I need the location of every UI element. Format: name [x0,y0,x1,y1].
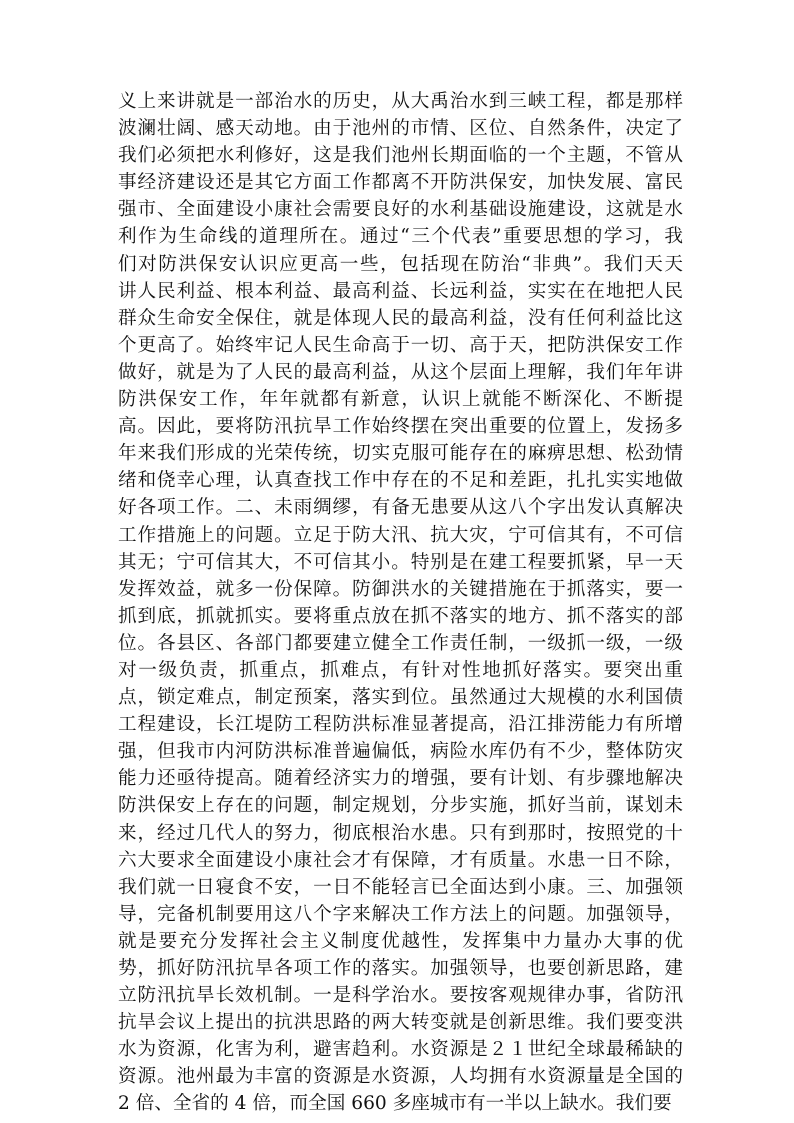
text-line: 利作为生命线的道理所在。通过“三个代表”重要思想的学习，我 [118,226,683,248]
text-line: 抓到底，抓就抓实。要将重点放在抓不落实的地方、抓不落实的部 [118,605,683,627]
text-line: 点，锁定难点，制定预案，落实到位。虽然通过大规模的水利国债 [118,687,683,709]
text-line: 位。各县区、各部门都要建立健全工作责任制，一级抓一级，一级 [118,632,683,654]
text-line: 个更高了。始终牢记人民生命高于一切、高于天，把防洪保安工作 [118,334,683,356]
text-line: 波澜壮阔、感天动地。由于池州的市情、区位、自然条件，决定了 [118,118,683,140]
body-text [118,88,683,1118]
text-line: 2 倍、全省的 4 倍，而全国 660 多座城市有一半以上缺水。我们要 [118,1093,672,1115]
text-line: 能力还亟待提高。随着经济实力的增强，要有计划、有步骤地解决 [118,768,683,790]
text-line: 就是要充分发挥社会主义制度优越性，发挥集中力量办大事的优 [118,930,683,952]
text-line: 抗旱会议上提出的抗洪思路的两大转变就是创新思维。我们要变洪 [118,1012,683,1034]
text-line: 防洪保安上存在的问题，制定规划，分步实施，抓好当前，谋划未 [118,795,683,817]
text-line: 来，经过几代人的努力，彻底根治水患。只有到那时，按照党的十 [118,822,683,844]
text-line: 群众生命安全保住，就是体现人民的最高利益，没有任何利益比这 [118,307,683,329]
text-line: 立防汛抗旱长效机制。一是科学治水。要按客观规律办事，省防汛 [118,985,683,1007]
text-line: 势，抓好防汛抗旱各项工作的落实。加强领导，也要创新思路，建 [118,958,683,979]
text-line: 绪和侥幸心理，认真查找工作中存在的不足和差距，扎扎实实地做 [118,470,683,492]
text-line: 们对防洪保安认识应更高一些，包括现在防治“非典”。我们天天 [118,253,683,275]
text-line: 发挥效益，就多一份保障。防御洪水的关键措施在于抓落实，要一 [118,578,683,600]
text-line: 导，完备机制要用这八个字来解决工作方法上的问题。加强领导， [118,903,683,925]
text-line: 强市、全面建设小康社会需要良好的水利基础设施建设，这就是水 [118,199,683,221]
text-line: 工作措施上的问题。立足于防大汛、抗大灾，宁可信其有，不可信 [118,524,683,546]
text-line: 高。因此，要将防汛抗旱工作始终摆在突出重要的位置上，发扬多 [118,416,683,438]
text-line: 做好，就是为了人民的最高利益，从这个层面上理解，我们年年讲 [118,361,683,383]
text-line: 我们就一日寝食不安，一日不能轻言已全面达到小康。三、加强领 [118,876,683,898]
text-line: 义上来讲就是一部治水的历史，从大禹治水到三峡工程，都是那样 [118,91,683,112]
text-line: 六大要求全面建设小康社会才有保障，才有质量。水患一日不除， [118,849,683,871]
text-line: 水为资源，化害为利，避害趋利。水资源是２１世纪全球最稀缺的 [118,1039,683,1061]
text-line: 好各项工作。二、未雨绸缪，有备无患要从这八个字出发认真解决 [118,497,683,519]
text-line: 资源。池州最为丰富的资源是水资源，人均拥有水资源量是全国的 [118,1066,683,1088]
text-line: 强，但我市内河防洪标准普遍偏低，病险水库仍有不少，整体防灾 [118,741,683,763]
text-line: 对一级负责，抓重点，抓难点，有针对性地抓好落实。要突出重 [118,659,683,681]
text-line: 讲人民利益、根本利益、最高利益、长远利益，实实在在地把人民 [118,280,683,302]
text-line: 我们必须把水利修好，这是我们池州长期面临的一个主题，不管从 [118,145,683,167]
text-line: 防洪保安工作，年年就都有新意，认识上就能不断深化、不断提 [118,389,683,411]
text-line: 事经济建设还是其它方面工作都离不开防洪保安，加快发展、富民 [118,172,683,194]
text-line: 其无；宁可信其大，不可信其小。特别是在建工程要抓紧，早一天 [118,551,683,573]
text-line: 工程建设，长江堤防工程防洪标准显著提高，沿江排涝能力有所增 [118,714,683,736]
text-line: 年来我们形成的光荣传统，切实克服可能存在的麻痹思想、松劲情 [118,443,683,465]
